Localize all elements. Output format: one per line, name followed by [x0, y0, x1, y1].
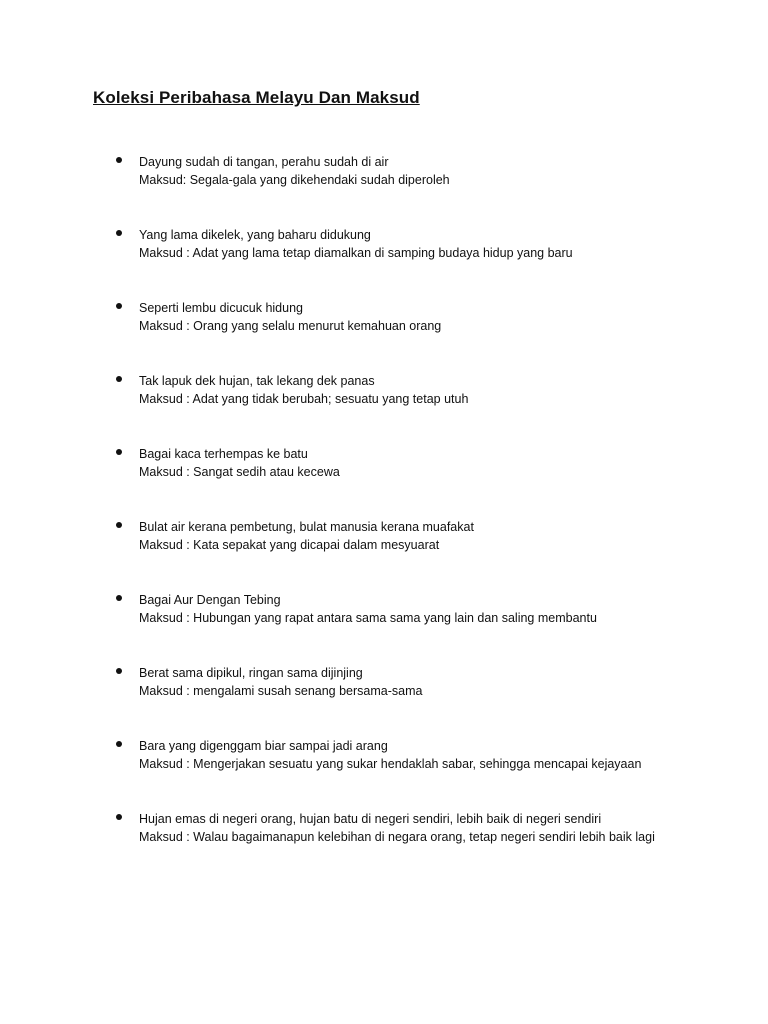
list-item [0, 518, 768, 591]
document-title: Koleksi Peribahasa Melayu Dan Maksud [93, 88, 420, 107]
proverb-text [139, 226, 669, 262]
proverb-meaning: Maksud: Segala-gala yang dikehendaki sudah diperoleh [139, 173, 450, 187]
proverb-phrase: Bara yang digenggam biar sampai jadi arang [139, 739, 388, 753]
bullet-icon [116, 741, 122, 747]
bullet-icon [116, 303, 122, 309]
proverb-phrase: Yang lama dikelek, yang baharu didukung [139, 228, 371, 242]
list-item [0, 664, 768, 737]
list-item [0, 591, 768, 664]
proverb-meaning: Maksud : Orang yang selalu menurut kemahuan orang [139, 319, 442, 333]
proverb-text [139, 518, 669, 554]
proverb-meaning: Maksud : Adat yang tidak berubah; sesuatu yang tetap utuh [139, 392, 469, 406]
proverb-meaning: Maksud : Sangat sedih atau kecewa [139, 465, 340, 479]
proverb-meaning: Maksud : Adat yang lama tetap diamalkan di samping budaya hidup yang baru [139, 246, 573, 260]
bullet-icon [116, 230, 122, 236]
bullet-icon [116, 376, 122, 382]
bullet-icon [116, 595, 122, 601]
proverb-text [139, 810, 669, 846]
proverb-text [139, 737, 669, 773]
list-item [0, 810, 768, 883]
proverb-meaning: Maksud : mengalami susah senang bersama-sama [139, 684, 423, 698]
bullet-icon [116, 157, 122, 163]
list-item [0, 445, 768, 518]
proverb-text [139, 153, 669, 189]
bullet-icon [116, 522, 122, 528]
proverb-phrase: Seperti lembu dicucuk hidung [139, 301, 303, 315]
proverb-text [139, 372, 669, 408]
list-item [0, 737, 768, 810]
proverb-phrase: Hujan emas di negeri orang, hujan batu di negeri sendiri, lebih baik di negeri sendiri [139, 812, 602, 826]
list-item [0, 153, 768, 226]
proverb-phrase: Bulat air kerana pembetung, bulat manusia kerana muafakat [139, 520, 474, 534]
list-item [0, 372, 768, 445]
proverb-text [139, 445, 669, 481]
proverb-phrase: Bagai Aur Dengan Tebing [139, 593, 281, 607]
proverb-phrase: Dayung sudah di tangan, perahu sudah di air [139, 155, 389, 169]
proverb-list [0, 153, 768, 883]
proverb-text [139, 591, 669, 627]
proverb-phrase: Berat sama dipikul, ringan sama dijinjing [139, 666, 363, 680]
bullet-icon [116, 668, 122, 674]
list-item [0, 299, 768, 372]
proverb-text [139, 664, 669, 700]
proverb-meaning: Maksud : Hubungan yang rapat antara sama sama yang lain dan saling membantu [139, 611, 597, 625]
proverb-phrase: Bagai kaca terhempas ke batu [139, 447, 308, 461]
bullet-icon [116, 814, 122, 820]
proverb-meaning: Maksud : Walau bagaimanapun kelebihan di negara orang, tetap negeri sendiri lebih baik lagi [139, 830, 655, 844]
bullet-icon [116, 449, 122, 455]
proverb-meaning: Maksud : Kata sepakat yang dicapai dalam mesyuarat [139, 538, 440, 552]
proverb-text [139, 299, 669, 335]
proverb-meaning: Maksud : Mengerjakan sesuatu yang sukar hendaklah sabar, sehingga mencapai kejayaan [139, 757, 642, 771]
list-item [0, 226, 768, 299]
proverb-phrase: Tak lapuk dek hujan, tak lekang dek panas [139, 374, 375, 388]
